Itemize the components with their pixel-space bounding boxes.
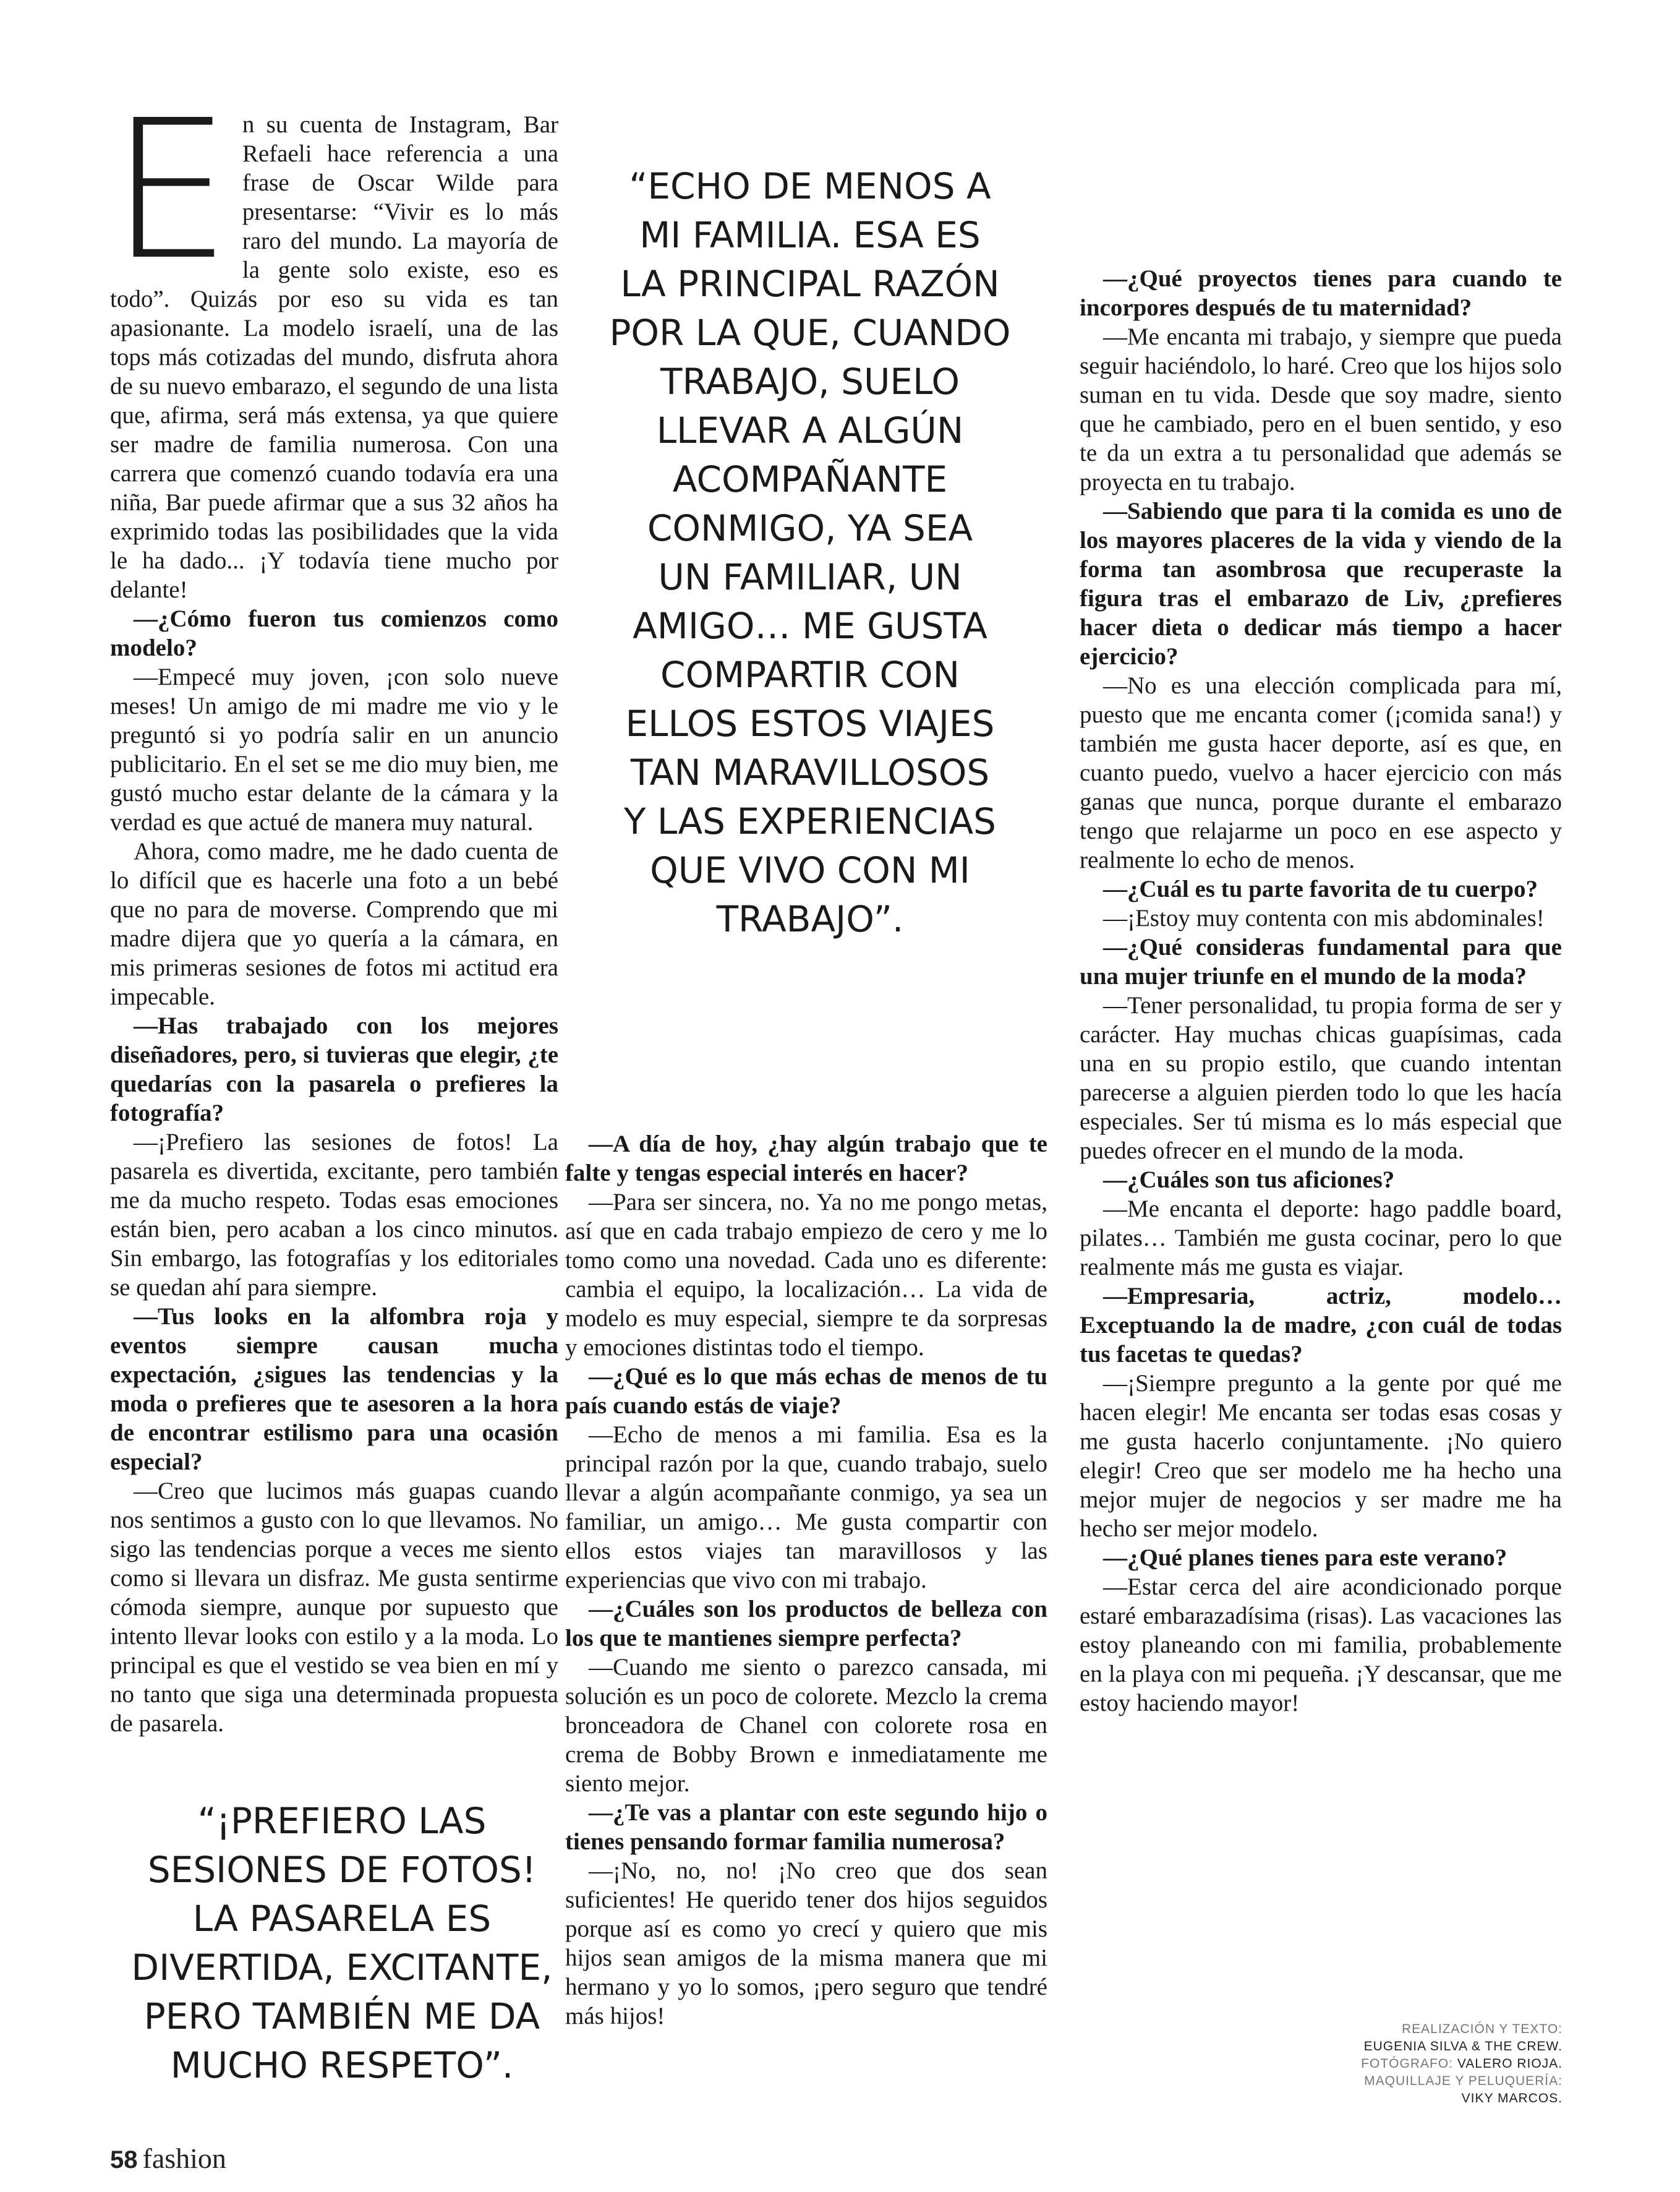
- pull-quote-line: UN FAMILIAR, UN: [658, 556, 962, 598]
- interview-question: —Tus looks en la alfombra roja y eventos siempre causan mucha expectación, ¿sigues las tendencias y la moda o prefieres que te asesoren a la hora de encontrar estilismo para una ocasión especial?: [110, 1303, 558, 1475]
- pull-quote-line: AMIGO… ME GUSTA: [633, 605, 987, 647]
- interview-question: —Empresaria, actriz, modelo… Exceptuando la de madre, ¿con cuál de todas tus facetas te quedas?: [1080, 1283, 1562, 1368]
- pull-quote-line: MUCHO RESPETO”.: [170, 2044, 514, 2086]
- interview-answer: —No es una elección complicada para mí, puesto que me encanta comer (¡comida sana!) y también me gusta hacer deporte, así es que, en cuanto puedo, vuelvo a hacer ejercicio con más ganas que nunca, porque durante el embarazo tengo que relajarme un poco en ese aspecto y realmente lo echo de menos.: [1080, 672, 1562, 873]
- interview-answer: —Para ser sincera, no. Ya no me pongo metas, así que en cada trabajo empiezo de cero y me lo tomo como una novedad. Cada uno es diferente: cambia el equipo, la localización… La vida de modelo es muy especial, siempre te da sorpresas y emociones distintas todo el tiempo.: [565, 1189, 1047, 1361]
- interview-question: —¿Qué consideras fundamental para que una mujer triunfe en el mundo de la moda?: [1080, 934, 1562, 990]
- pull-quote-line: CONMIGO, YA SEA: [647, 507, 973, 549]
- pull-quote-line: LLEVAR A ALGÚN: [656, 409, 964, 452]
- pull-quote-line: DIVERTIDA, EXCITANTE,: [131, 1946, 553, 1989]
- pull-quote-line: POR LA QUE, CUANDO: [609, 312, 1011, 354]
- interview-answer: —Estar cerca del aire acondicionado porque estaré embarazadísima (risas). Las vacaciones las estoy planeando con mi familia, probablemente en la playa con mi pequeña. ¡Y descansar, que me estoy haciendo mayor!: [1080, 1573, 1562, 1716]
- credit-line-photographer: [1266, 2055, 1563, 2073]
- interview-question: —¿Cómo fueron tus comienzos como modelo?: [110, 606, 558, 661]
- pull-quote-line: TAN MARAVILLOSOS: [630, 751, 990, 794]
- article-column-3: [1080, 264, 1562, 1718]
- pull-quote-line: COMPARTIR CON: [660, 654, 960, 696]
- interview-question: —¿Cuáles son tus aficiones?: [1103, 1167, 1395, 1193]
- interview-answer: —¡No, no, no! ¡No creo que dos sean suficientes! He querido tener dos hijos seguidos porque así es como yo crecí y quiero que mis hijos sean amigos de la misma manera que mi hermano y yo lo somos, ¡pero seguro que tendré más hijos!: [565, 1857, 1047, 2029]
- credit-value: VIKY MARCOS.: [1461, 2091, 1563, 2105]
- pull-quote-line: PERO TAMBIÉN ME DA: [143, 1995, 540, 2037]
- interview-question: —¿Cuáles son los productos de belleza con los que te mantienes siempre perfecta?: [565, 1596, 1047, 1651]
- interview-question: —¿Te vas a plantar con este segundo hijo o tienes pensando formar familia numerosa?: [565, 1799, 1047, 1855]
- credit-value: EUGENIA SILVA & THE CREW.: [1363, 2039, 1563, 2053]
- photo-credits: [1266, 2021, 1563, 2107]
- interview-question: —¿Qué planes tienes para este verano?: [1103, 1544, 1507, 1571]
- interview-answer: —¡Prefiero las sesiones de fotos! La pasarela es divertida, excitante, pero también me da mucho respeto. Todas esas emociones están bien, pero acaban a los cinco minutos. Sin embargo, las fotografías y los editoriales se quedan ahí para siempre.: [110, 1129, 558, 1301]
- interview-answer: —Tener personalidad, tu propia forma de ser y carácter. Hay muchas chicas guapísimas, cada una en su propio estilo, que cuando intentan parecerse a alguien pierden todo lo que les hacía especiales. Ser tú misma es lo más especial que puedes ofrecer en el mundo de la moda.: [1080, 992, 1562, 1164]
- interview-answer: —Me encanta mi trabajo, y siempre que pueda seguir haciéndolo, lo haré. Creo que los hijos solo suman en tu vida. Desde que soy madre, siento que he cambiado, pero en el buen sentido, y eso te da un extra a tu personalidad que además se proyecta en tu trabajo.: [1080, 323, 1562, 495]
- interview-question: —A día de hoy, ¿hay algún trabajo que te falte y tengas especial interés en hacer?: [565, 1131, 1047, 1186]
- credit-value: VALERO RIOJA.: [1457, 2057, 1563, 2071]
- interview-question: —Sabiendo que para ti la comida es uno de los mayores placeres de la vida y viendo de la forma tan asombrosa que recuperaste la figura tras el embarazo de Liv, ¿prefieres hacer dieta o dedicar más tiempo a hacer ejercicio?: [1080, 498, 1562, 670]
- magazine-name: fashion: [142, 2143, 226, 2174]
- pull-quote-line: SESIONES DE FOTOS!: [147, 1849, 537, 1891]
- pull-quote-line: QUE VIVO CON MI: [650, 849, 970, 891]
- page-number: 58: [110, 2146, 138, 2173]
- pull-quote-line: TRABAJO, SUELO: [660, 361, 960, 403]
- pull-quote-line: “ECHO DE MENOS A: [629, 165, 991, 207]
- pull-quote-line: Y LAS EXPERIENCIAS: [624, 800, 996, 842]
- interview-question: —¿Qué proyectos tienes para cuando te incorpores después de tu maternidad?: [1080, 265, 1562, 321]
- interview-answer: —¡Estoy muy contenta con mis abdominales!: [1103, 905, 1545, 931]
- interview-answer: Ahora, como madre, me he dado cuenta de lo difícil que es hacerle una foto a un bebé que no para de moverse. Comprendo que mi madre dijera que yo quería a la cámara, en mis primeras sesiones de fotos mi actitud era impecable.: [110, 838, 558, 1010]
- pull-quote-line: LA PASARELA ES: [192, 1898, 492, 1940]
- pull-quote-line: LA PRINCIPAL RAZÓN: [620, 263, 1000, 305]
- pull-quote-line: ACOMPAÑANTE: [672, 458, 948, 500]
- intro-paragraph: n su cuenta de Instagram, Bar Refaeli hace referencia a una frase de Oscar Wilde para presentarse: “Vivir es lo más raro del mundo. La mayoría de la gente solo existe, eso es todo”. Quizás por eso su vida es tan apasionante. La modelo israelí, una de las tops más cotizadas del mundo, disfruta ahora de su nuevo embarazo, el segundo de una lista que, afirma, será más extensa, ya que quiere ser madre de familia numerosa. Con una carrera que comenzó cuando todavía era una niña, Bar puede afirmar que a sus 32 años ha exprimido todas las posibilidades que la vida le ha dado... ¡Y todavía tiene mucho por delante!: [110, 111, 558, 603]
- pull-quote-line: TRABAJO”.: [716, 898, 904, 940]
- interview-answer: —Cuando me siento o parezco cansada, mi solución es un poco de colorete. Mezclo la crema bronceadora de Chanel con colorete rosa en crema de Bobby Brown e inmediatamente me siento mejor.: [565, 1654, 1047, 1797]
- pull-quote-family: [569, 162, 1051, 944]
- interview-answer: —Empecé muy joven, ¡con solo nueve meses! Un amigo de mi madre me vio y le preguntó si yo podría salir en un anuncio publicitario. En el set se me dio muy bien, me gustó mucho estar delante de la cámara y la verdad es que actué de manera muy natural.: [110, 664, 558, 836]
- page-folio: [110, 2143, 226, 2175]
- credit-label: MAQUILLAJE Y PELUQUERÍA:: [1364, 2074, 1563, 2088]
- article-column-1: [110, 79, 558, 1738]
- pull-quote-photos: [104, 1797, 580, 2090]
- pull-quote-line: ELLOS ESTOS VIAJES: [625, 703, 995, 745]
- drop-cap: E: [110, 79, 231, 302]
- interview-answer: —Me encanta el deporte: hago paddle board, pilates… También me gusta cocinar, pero lo que realmente más me gusta es viajar.: [1080, 1196, 1562, 1280]
- pull-quote-line: “¡PREFIERO LAS: [197, 1800, 487, 1842]
- pull-quote-line: MI FAMILIA. ESA ES: [639, 214, 981, 256]
- credit-label: REALIZACIÓN Y TEXTO:: [1401, 2022, 1563, 2036]
- credit-label: FOTÓGRAFO:: [1361, 2057, 1453, 2071]
- interview-answer: —¡Siempre pregunto a la gente por qué me hacen elegir! Me encanta ser todas esas cosas y me gusta hacerlo conjuntamente. ¡No quiero elegir! Creo que ser modelo me ha hecho una mejor mujer de negocios y ser madre me ha hecho ser mejor modelo.: [1080, 1370, 1562, 1542]
- interview-answer: —Creo que lucimos más guapas cuando nos sentimos a gusto con lo que llevamos. No sigo las tendencias porque a veces me siento como si llevara un disfraz. Me gusta sentirme cómoda siempre, aunque por supuesto que intento llevar looks con estilo y a la moda. Lo principal es que el vestido se vea bien en mí y no tanto que siga una determinada propuesta de pasarela.: [110, 1478, 558, 1737]
- article-column-2: [565, 1129, 1047, 2031]
- interview-question: —Has trabajado con los mejores diseñadores, pero, si tuvieras que elegir, ¿te quedarías con la pasarela o prefieres la fotografía?: [110, 1013, 558, 1126]
- interview-answer: —Echo de menos a mi familia. Esa es la principal razón por la que, cuando trabajo, suelo llevar a algún acompañante conmigo, ya sea un familiar, un amigo… Me gusta compartir con ellos estos viajes tan maravillosos y las experiencias que vivo con mi trabajo.: [565, 1421, 1047, 1593]
- interview-question: —¿Qué es lo que más echas de menos de tu país cuando estás de viaje?: [565, 1363, 1047, 1419]
- interview-question: —¿Cuál es tu parte favorita de tu cuerpo?: [1103, 876, 1538, 902]
